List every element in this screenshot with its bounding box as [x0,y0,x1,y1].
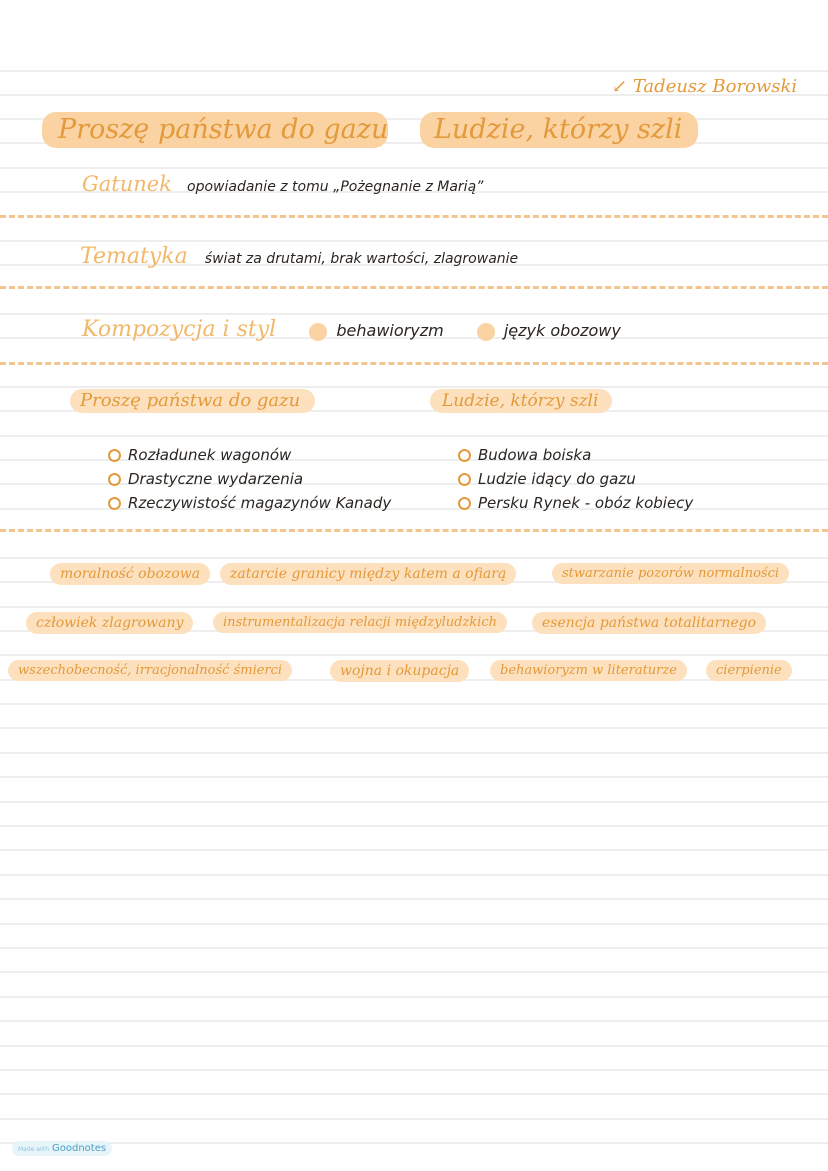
list-item: Rozładunek wagonów [108,443,391,467]
tematyka-label: Tematyka [80,244,188,269]
author-name: ↙ Tadeusz Borowski [612,76,798,97]
tag-pill: moralność obozowa [50,563,210,585]
right-list [458,443,693,515]
left-heading: Proszę państwa do gazu [70,389,315,413]
left-list [108,443,391,515]
list-item: Ludzie idący do gazu [458,467,693,491]
bullet-icon [309,323,327,341]
list-item: Rzeczywistość magazynów Kanady [108,491,391,515]
list-item: Drastyczne wydarzenia [108,467,391,491]
bullet-icon [458,497,471,510]
kompozycja-label: Kompozycja i styl [82,317,277,342]
tag-pill: wojna i okupacja [330,660,469,682]
kompozycja-item: behawioryzm [309,321,448,340]
divider [0,215,828,218]
bullet-icon [108,473,121,486]
bullet-icon [108,497,121,510]
arrow-icon: ↙ [612,76,628,97]
divider [0,286,828,289]
tag-pill: esencja państwa totalitarnego [532,612,766,634]
kompozycja-row [82,317,621,342]
tag-pill: instrumentalizacja relacji międzyludzkich [213,612,507,633]
tag-pill: stwarzanie pozorów normalności [552,563,789,584]
divider [0,529,828,532]
tematyka-text: świat za drutami, brak wartości, zlagrowanie [204,251,519,267]
list-item: Persku Rynek - obóz kobiecy [458,491,693,515]
goodnotes-badge: Made with Goodnotes [12,1141,112,1156]
tag-pill: behawioryzm w literaturze [490,660,687,681]
title-1: Proszę państwa do gazu [42,112,388,148]
list-item: Budowa boiska [458,443,693,467]
right-heading: Ludzie, którzy szli [430,389,612,413]
bullet-icon [477,323,495,341]
gatunek-label: Gatunek [82,172,172,196]
tematyka-row [80,244,518,269]
divider [0,362,828,365]
bullet-icon [458,473,471,486]
bullet-icon [458,449,471,462]
tag-pill: cierpienie [706,660,792,681]
gatunek-row [82,172,483,196]
gatunek-text: opowiadanie z tomu „Pożegnanie z Marią” [187,179,484,195]
tag-pill: wszechobecność, irracjonalność śmierci [8,660,292,681]
title-2: Ludzie, którzy szli [420,112,698,148]
bullet-icon [108,449,121,462]
tag-pill: człowiek zlagrowany [26,612,193,634]
tag-pill: zatarcie granicy między katem a ofiarą [220,563,516,585]
kompozycja-item: język obozowy [477,321,621,340]
